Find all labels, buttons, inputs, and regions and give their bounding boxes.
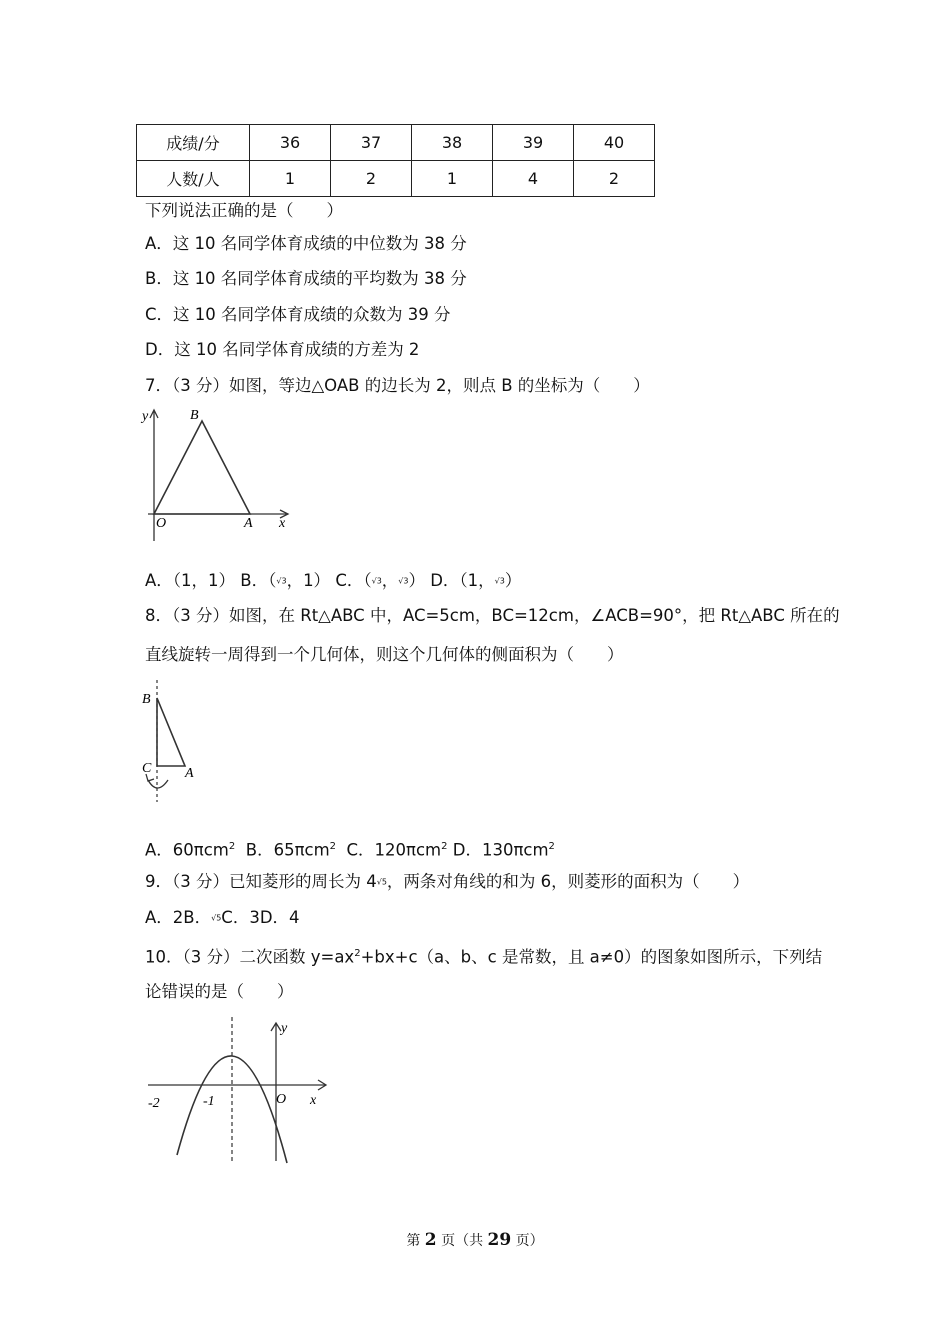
table-row [137, 161, 655, 197]
footer-page-number: 2 [424, 1230, 437, 1250]
q10-stem-line2: 论错误的是（ ） [145, 982, 294, 1001]
q9-stem-part2: ，两条对角线的和为 6，则菱形的面积为（ ） [386, 872, 750, 891]
table-cell: 2 [331, 161, 412, 197]
q6-prompt: 下列说法正确的是（ ） [145, 201, 343, 220]
footer-pre: 第 [406, 1233, 421, 1249]
superscript: 2 [329, 841, 337, 852]
q9-options [145, 907, 300, 930]
q7-stem: 7．（3 分）如图，等边△OAB 的边长为 2，则点 B 的坐标为（ ） [145, 376, 650, 395]
table-cell: 37 [331, 125, 412, 161]
a-label: A [185, 766, 194, 781]
superscript: 2 [441, 841, 448, 852]
q8-stem-line1: 8．（3 分）如图，在 Rt△ABC 中，AC=5cm，BC=12cm，∠ACB=90°，把 Rt△ABC 所在的 [145, 606, 840, 625]
q9-options-part2: C．3D．4 [221, 908, 300, 927]
score-table [136, 124, 655, 197]
q6-option-c: C．这 10 名同学体育成绩的众数为 39 分 [145, 305, 451, 324]
table-cell: 4 [493, 161, 574, 197]
q6-option-b: B．这 10 名同学体育成绩的平均数为 38 分 [145, 269, 467, 288]
y-label: y [281, 1021, 288, 1036]
q6-option-a: A．这 10 名同学体育成绩的中位数为 38 分 [145, 234, 467, 253]
footer-mid: 页（共 [441, 1233, 484, 1249]
q9-stem-part1: 9．（3 分）已知菱形的周长为 4 [145, 872, 377, 891]
q10-stem-part2: +bx+c（a、b、c 是常数，且 a≠0）的图象如图所示，下列结 [360, 947, 823, 967]
x-label: x [310, 1093, 317, 1108]
table-cell: 人数/人 [137, 161, 250, 197]
c-label: C [142, 761, 152, 776]
q10-stem-part1: 10．（3 分）二次函数 y=ax [145, 947, 355, 967]
q7-option-c-close: ） [408, 571, 425, 590]
superscript: 2 [354, 948, 361, 959]
y-label: y [142, 409, 149, 424]
q9-options-part1: A．2B． [145, 908, 212, 927]
q8-stem-line2: 直线旋转一周得到一个几何体，则这个几何体的侧面积为（ ） [145, 645, 624, 664]
b-label: B [190, 408, 199, 423]
q10-figure [140, 1015, 340, 1165]
q7-option-a: A．（1，1） [145, 571, 236, 590]
superscript: 2 [548, 841, 555, 852]
q7-option-c-open: C．（ [335, 571, 372, 590]
x-label: x [279, 516, 286, 531]
a-label: A [244, 516, 253, 531]
table-cell: 2 [574, 161, 655, 197]
q7-options [145, 570, 521, 593]
q8-option-b: B．65πcm [245, 840, 330, 860]
q8-options [145, 836, 555, 862]
q7-option-b-close: ，1） [286, 571, 331, 590]
sqrt5-value: √5 [211, 913, 222, 923]
q7-figure [140, 403, 300, 545]
sqrt3-value: √3 [276, 576, 287, 586]
q8-figure [138, 676, 208, 806]
table-cell: 39 [493, 125, 574, 161]
sqrt3-value: √3 [398, 576, 409, 586]
table-cell: 成绩/分 [137, 125, 250, 161]
table-row [137, 125, 655, 161]
q10-stem-line1 [145, 943, 822, 969]
tick-neg2: -2 [148, 1096, 160, 1111]
sqrt5-value: √5 [376, 877, 387, 887]
footer-post: 页） [515, 1233, 544, 1249]
table-cell: 1 [250, 161, 331, 197]
rotation-arrow [148, 780, 168, 788]
q9-stem [145, 871, 749, 894]
sqrt3-value: √3 [494, 576, 505, 586]
sqrt3-value: √3 [371, 576, 382, 586]
q6-option-d: D．这 10 名同学体育成绩的方差为 2 [145, 340, 420, 359]
table-cell: 38 [412, 125, 493, 161]
triangle-abc [157, 698, 185, 766]
q7-option-b-open: B．（ [240, 571, 277, 590]
q8-option-d: D．130πcm [452, 840, 549, 860]
triangle-oab [154, 421, 250, 514]
table-cell: 1 [412, 161, 493, 197]
o-label: O [276, 1092, 287, 1107]
q7-option-d-close: ） [504, 571, 522, 590]
table-cell: 36 [250, 125, 331, 161]
page-footer [0, 1230, 950, 1250]
q7-option-d-open: D．（1， [430, 571, 495, 590]
tick-neg1: -1 [203, 1094, 215, 1109]
superscript: 2 [228, 841, 236, 852]
o-label: O [156, 516, 167, 531]
table-cell: 40 [574, 125, 655, 161]
q8-option-c: C．120πcm [346, 840, 442, 860]
q8-option-a: A．60πcm [145, 840, 229, 860]
footer-total-pages: 29 [487, 1230, 512, 1250]
b-label: B [142, 692, 151, 707]
q7-option-c-sep: ， [381, 571, 399, 590]
